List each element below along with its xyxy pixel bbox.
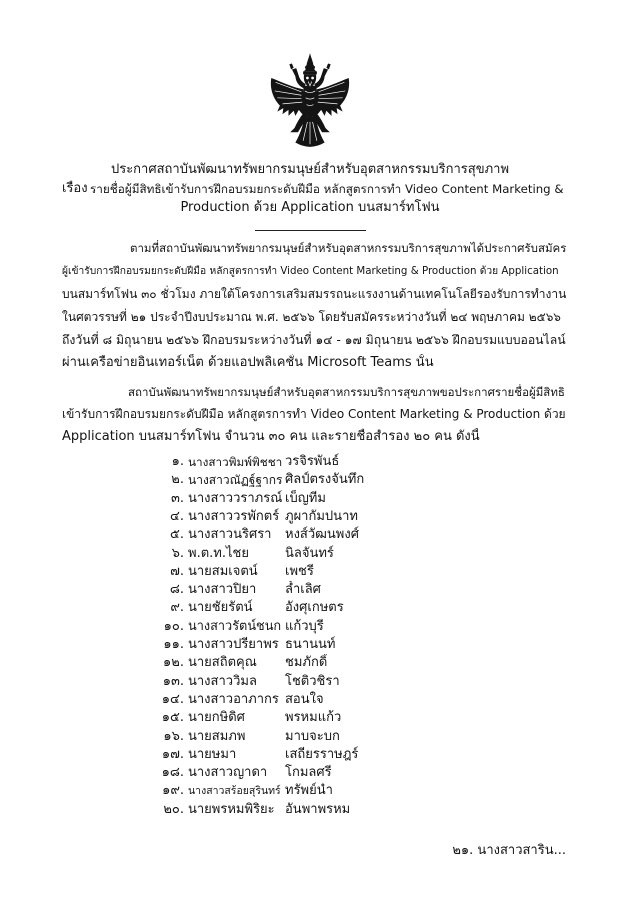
item-name: นางสาวญาดา xyxy=(188,765,268,781)
item-surname: หงส์วัฒนพงศ์ xyxy=(285,527,359,543)
item-number: ๑๘. xyxy=(161,765,184,781)
item-number: ๖. xyxy=(171,545,184,561)
item-name: นายสมภพ xyxy=(188,728,246,744)
list-item xyxy=(0,471,620,489)
item-name: นายกษิดิศ xyxy=(188,710,245,726)
item-number: ๙. xyxy=(170,600,184,616)
item-name: นายสถิตคุณ xyxy=(188,655,257,671)
item-name: นางสาวพิมพ์พิชชา xyxy=(188,455,282,469)
item-number: ๑๗. xyxy=(161,746,184,762)
garuda-emblem-icon xyxy=(267,53,353,153)
item-name: นางสาวอาภากร xyxy=(188,691,279,707)
paragraph-line: ในศตวรรษที่ ๒๑ ประจำปีงบประมาณ พ.ศ. ๒๕๖๖ โดยรับสมัครระหว่างวันที่ ๒๔ พฤษภาคม ๒๕๖๖ xyxy=(62,310,561,324)
item-number: ๑๔. xyxy=(161,691,184,707)
list-item xyxy=(0,563,620,581)
paragraph-line: บนสมาร์ทโฟน ๓๐ ชั่วโมง ภายใต้โครงการเสริมสมรรถนะแรงงานด้านเทคโนโลยีรองรับการทำงาน xyxy=(62,287,566,301)
list-item xyxy=(0,453,620,471)
item-surname: นิลจันทร์ xyxy=(285,545,334,561)
item-name: นายสมเจตน์ xyxy=(188,563,258,579)
item-surname: มาบจะบก xyxy=(285,728,340,744)
list-item xyxy=(0,691,620,709)
item-surname: เพชรี xyxy=(285,563,314,579)
item-number: ๑๒. xyxy=(163,655,184,671)
item-number: ๒๐. xyxy=(163,801,184,817)
item-name: นายพรหมพิริยะ xyxy=(188,801,275,817)
item-number: ๑๐. xyxy=(163,618,184,634)
item-surname: วรจิรพันธ์ xyxy=(285,454,340,469)
paragraph-line: ตามที่สถาบันพัฒนาทรัพยากรมนุษย์สำหรับอุตสาหกรรมบริการสุขภาพได้ประกาศรับสมัคร xyxy=(130,241,566,255)
item-name: นางสาวนริศรา xyxy=(188,527,272,543)
list-item xyxy=(0,599,620,617)
item-number: ๓. xyxy=(170,490,184,506)
list-item xyxy=(0,764,620,782)
item-surname: อังศุเกษตร xyxy=(285,600,344,616)
item-surname: เบ็ญทีม xyxy=(285,490,326,506)
list-item xyxy=(0,636,620,654)
item-number: ๑๕. xyxy=(161,710,184,726)
paragraph-line: Application บนสมาร์ทโฟน จำนวน ๓๐ คน และรายชื่อสำรอง ๒๐ คน ดังนี้ xyxy=(62,429,480,444)
item-number: ๔. xyxy=(170,508,184,524)
item-name: นางสาววราภรณ์ xyxy=(188,490,282,506)
item-name: นางสาวปรียาพร xyxy=(188,637,279,652)
item-surname: อันพาพรหม xyxy=(285,801,351,817)
list-item xyxy=(0,526,620,544)
item-number: ๑๑. xyxy=(163,637,184,652)
item-number: ๑๖. xyxy=(163,728,184,744)
item-number: ๘. xyxy=(169,582,184,598)
item-name: นายชัยรัตน์ xyxy=(188,600,253,616)
item-name: นางสาววรพักตร์ xyxy=(188,508,280,524)
item-name: พ.ต.ท.ไชย xyxy=(188,545,249,561)
list-item xyxy=(0,746,620,764)
item-surname: โกมลศรี xyxy=(285,765,332,781)
subject-underline xyxy=(255,230,366,231)
item-surname: สอนใจ xyxy=(285,691,324,707)
paragraph-line: ผู้เข้ารับการฝึกอบรมยกระดับฝีมือ หลักสูตรการทำ Video Content Marketing & Production ด้วย Application xyxy=(62,265,559,277)
subject-text-line: รายชื่อผู้มีสิทธิเข้ารับการฝึกอบรมยกระดับฝีมือ หลักสูตรการทำ Video Content Marketing & xyxy=(90,182,564,196)
item-number: ๗. xyxy=(170,563,184,579)
item-number: ๑. xyxy=(171,454,184,469)
item-name: นางสาววิมล xyxy=(188,673,257,689)
item-surname: ศิลป์ตรงจันทึก xyxy=(285,472,365,488)
list-item xyxy=(0,709,620,727)
list-item xyxy=(0,618,620,636)
list-item xyxy=(0,654,620,672)
item-number: ๕. xyxy=(170,527,184,543)
subject-text-line: Production ด้วย Application บนสมาร์ทโฟน xyxy=(180,200,440,215)
list-item xyxy=(0,782,620,800)
list-item xyxy=(0,673,620,691)
list-item xyxy=(0,490,620,508)
paragraph-line: ผ่านเครือข่ายอินเทอร์เน็ต ด้วยแอปพลิเคชั่น Microsoft Teams นั้น xyxy=(62,355,434,370)
eligible-name-list xyxy=(0,453,620,823)
subject-label: เรื่อง xyxy=(62,181,88,196)
item-name: นางสาวณัฏฐ์ฐากร xyxy=(188,473,282,488)
item-name: นายษมา xyxy=(188,746,237,762)
item-surname: เสถียรราษฎร์ xyxy=(285,746,359,762)
item-surname: ทรัพย์นำ xyxy=(285,783,333,799)
announcement-title: ประกาศสถาบันพัฒนาทรัพยากรมนุษย์สำหรับอุตสาหกรรมบริการสุขภาพ xyxy=(110,162,510,177)
list-item xyxy=(0,545,620,563)
paragraph-line: ถึงวันที่ ๘ มิถุนายน ๒๕๖๖ ฝึกอบรมระหว่างวันที่ ๑๔ - ๑๗ มิถุนายน ๒๕๖๖ ฝึกอบรมแบบออนไลน์ xyxy=(62,333,566,347)
item-surname: โชติวชิรา xyxy=(285,673,340,689)
item-number: ๑๓. xyxy=(162,673,184,689)
item-surname: พรหมแก้ว xyxy=(285,710,342,726)
item-surname: ภูผากัมปนาท xyxy=(285,508,358,524)
item-number: ๒. xyxy=(171,472,184,488)
paragraph-line: เข้ารับการฝึกอบรมยกระดับฝีมือ หลักสูตรการทำ Video Content Marketing & Production ด้วย xyxy=(62,407,566,421)
item-number: ๑๙. xyxy=(162,783,184,799)
list-item xyxy=(0,508,620,526)
list-item xyxy=(0,801,620,819)
item-surname: ชมภักดิ์ xyxy=(285,655,328,671)
paragraph-line: สถาบันพัฒนาทรัพยากรมนุษย์สำหรับอุตสาหกรรมบริการสุขภาพขอประกาศรายชื่อผู้มีสิทธิ xyxy=(128,385,565,399)
list-item xyxy=(0,581,620,599)
item-name: นางสาวปิยา xyxy=(188,582,257,598)
item-surname: แก้วบุรี xyxy=(285,618,324,634)
item-name: นางสาวสร้อยสุรินทร์ xyxy=(188,785,281,798)
page-continuation: ๒๑. นางสาวสาริน... xyxy=(452,843,566,858)
item-surname: ล้ำเลิศ xyxy=(285,582,321,598)
list-item xyxy=(0,728,620,746)
item-surname: ธนานนท์ xyxy=(285,637,336,652)
item-name: นางสาวรัตน์ชนก xyxy=(188,618,282,634)
